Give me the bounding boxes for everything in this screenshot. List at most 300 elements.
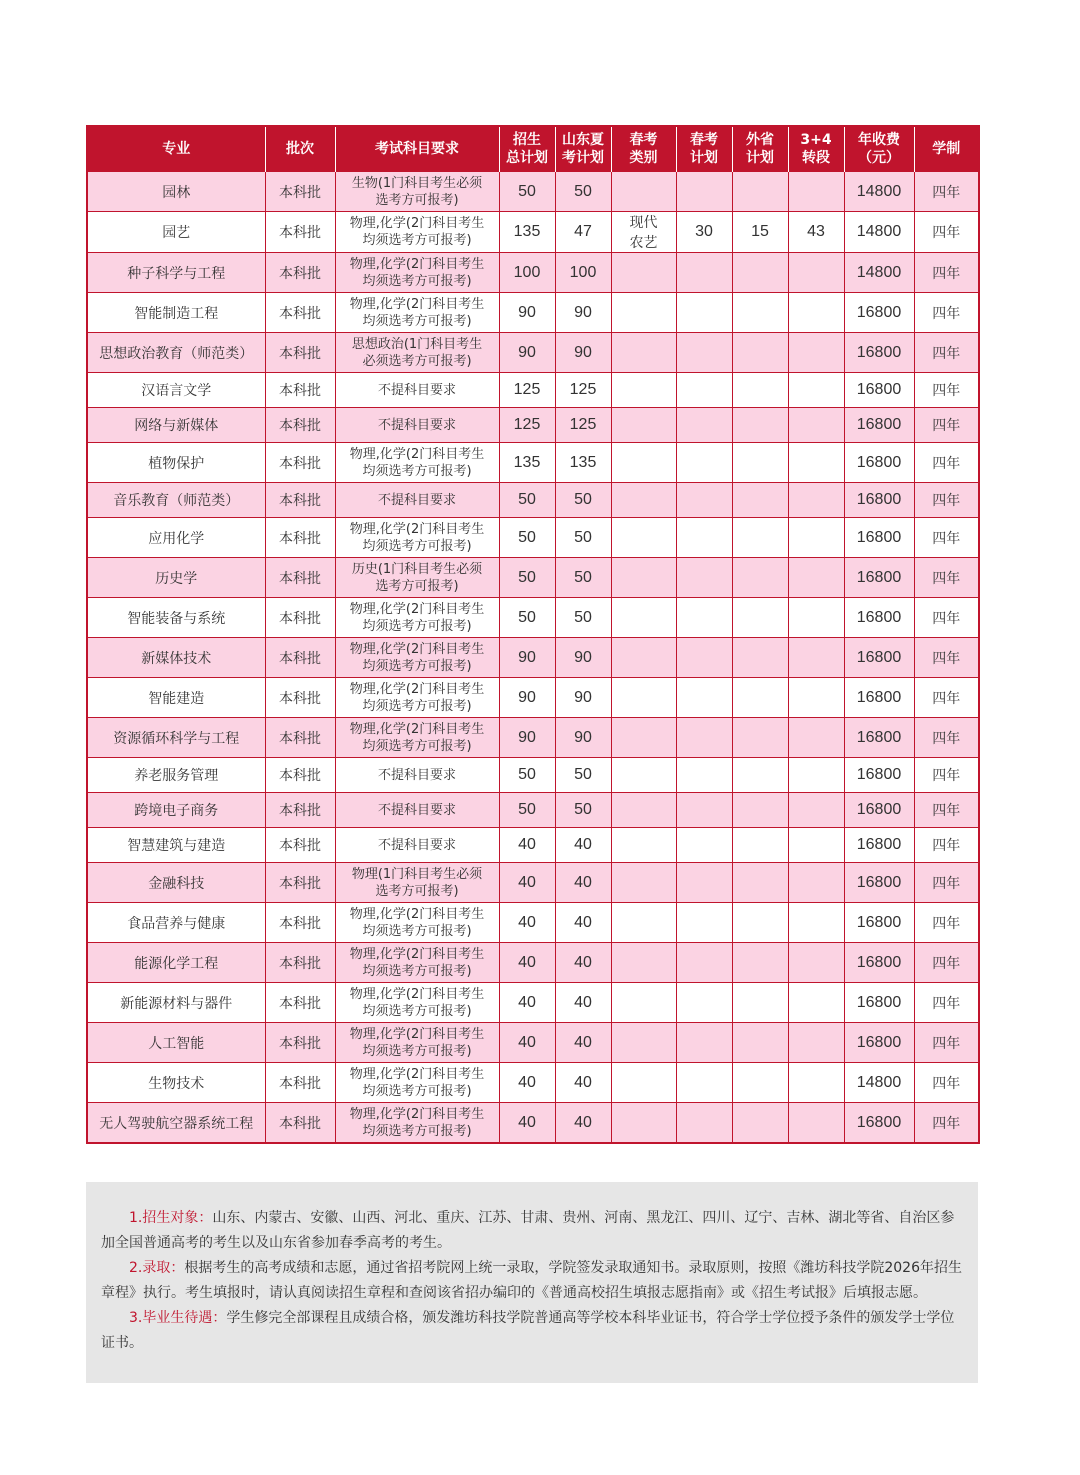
shandong-summer-plan-cell: 90 (555, 638, 611, 678)
major-cell: 历史学 (87, 558, 265, 598)
shandong-summer-plan-cell: 50 (555, 483, 611, 518)
spring-category-cell (611, 903, 676, 943)
three-plus-four-cell (788, 408, 844, 443)
three-plus-four-cell (788, 1023, 844, 1063)
shandong-summer-plan-cell: 40 (555, 1063, 611, 1103)
table-row (87, 253, 979, 293)
header-label: 计划 (690, 150, 718, 166)
spring-category-cell-line: 现代 (629, 215, 658, 231)
spring-category-cell (611, 1063, 676, 1103)
duration-cell: 四年 (914, 373, 979, 408)
batch-cell: 本科批 (265, 558, 335, 598)
annual-fee-cell: 16800 (844, 828, 914, 863)
annual-fee-cell: 16800 (844, 1023, 914, 1063)
shandong-summer-plan-cell: 135 (555, 443, 611, 483)
table-row (87, 678, 979, 718)
annual-fee-cell: 14800 (844, 172, 914, 212)
other-province-plan-cell (732, 293, 788, 333)
requirement-cell-line: 不提科目要求 (377, 837, 456, 853)
total-plan-cell: 40 (499, 1103, 555, 1144)
requirement-cell-line: 物理,化学(2门科目考生 (349, 1106, 485, 1122)
annual-fee-cell: 16800 (844, 638, 914, 678)
three-plus-four-cell (788, 903, 844, 943)
duration-cell: 四年 (914, 1023, 979, 1063)
header-shandong-summer-plan (555, 126, 611, 172)
duration-cell: 四年 (914, 793, 979, 828)
total-plan-cell: 90 (499, 333, 555, 373)
requirement-cell-line: 均须选考方可报考) (362, 233, 472, 248)
requirement-cell-line: 均须选考方可报考) (362, 658, 472, 674)
major-cell: 无人驾驶航空器系统工程 (87, 1103, 265, 1144)
requirement-cell-line: 物理,化学(2门科目考生 (349, 296, 485, 312)
batch-cell: 本科批 (265, 212, 335, 253)
batch-cell: 本科批 (265, 983, 335, 1023)
requirement-cell (335, 718, 499, 758)
requirement-cell (335, 863, 499, 903)
header-label: 年收费 (858, 132, 900, 148)
requirement-cell-line: 物理,化学(2门科目考生 (349, 521, 485, 537)
requirement-cell (335, 1103, 499, 1144)
header-duration (914, 126, 979, 172)
total-plan-cell: 100 (499, 253, 555, 293)
three-plus-four-cell (788, 758, 844, 793)
requirement-cell-line: 均须选考方可报考) (362, 538, 472, 554)
table-row (87, 212, 979, 253)
header-label: 考计划 (562, 150, 604, 166)
other-province-plan-cell (732, 558, 788, 598)
requirement-cell (335, 443, 499, 483)
table-row (87, 598, 979, 638)
requirement-cell-line: 物理,化学(2门科目考生 (349, 256, 485, 272)
header-label: 总计划 (506, 150, 548, 166)
duration-cell: 四年 (914, 943, 979, 983)
three-plus-four-cell (788, 943, 844, 983)
annual-fee-cell: 16800 (844, 678, 914, 718)
requirement-cell (335, 903, 499, 943)
total-plan-cell: 125 (499, 373, 555, 408)
table-row (87, 443, 979, 483)
other-province-plan-cell (732, 1103, 788, 1144)
spring-plan-cell (676, 903, 732, 943)
other-province-plan-cell (732, 518, 788, 558)
shandong-summer-plan-cell: 40 (555, 1023, 611, 1063)
table-row (87, 1023, 979, 1063)
annual-fee-cell: 16800 (844, 293, 914, 333)
other-province-plan-cell (732, 793, 788, 828)
annual-fee-cell: 14800 (844, 253, 914, 293)
header-label: 春考 (629, 132, 658, 148)
requirement-cell-line: 不提科目要求 (377, 492, 456, 508)
spring-plan-cell (676, 518, 732, 558)
header-label: 专业 (162, 141, 191, 157)
spring-plan-cell (676, 638, 732, 678)
requirement-cell-line: 不提科目要求 (377, 802, 456, 818)
three-plus-four-cell (788, 793, 844, 828)
spring-category-cell (611, 718, 676, 758)
spring-plan-cell (676, 1063, 732, 1103)
three-plus-four-cell (788, 443, 844, 483)
major-cell: 新媒体技术 (87, 638, 265, 678)
annual-fee-cell: 16800 (844, 373, 914, 408)
spring-plan-cell (676, 828, 732, 863)
requirement-cell-line: 物理,化学(2门科目考生 (349, 906, 485, 922)
requirement-cell-line: 物理,化学(2门科目考生 (349, 216, 485, 231)
requirement-cell-line: 均须选考方可报考) (362, 1003, 472, 1019)
spring-plan-cell: 30 (676, 212, 732, 253)
spring-category-cell (611, 172, 676, 212)
spring-category-cell (611, 408, 676, 443)
header-spring-category (611, 126, 676, 172)
shandong-summer-plan-cell: 40 (555, 983, 611, 1023)
spring-category-cell (611, 828, 676, 863)
other-province-plan-cell (732, 333, 788, 373)
shandong-summer-plan-cell: 50 (555, 758, 611, 793)
duration-cell: 四年 (914, 598, 979, 638)
total-plan-cell: 90 (499, 718, 555, 758)
total-plan-cell: 40 (499, 828, 555, 863)
major-cell: 智能建造 (87, 678, 265, 718)
spring-plan-cell (676, 558, 732, 598)
requirement-cell-line: 均须选考方可报考) (362, 1043, 472, 1059)
requirement-cell-line: 物理,化学(2门科目考生 (349, 641, 485, 657)
header-label: 学制 (932, 141, 961, 157)
header-spring-plan (676, 126, 732, 172)
shandong-summer-plan-cell: 47 (555, 212, 611, 253)
three-plus-four-cell (788, 333, 844, 373)
spring-category-cell (611, 758, 676, 793)
three-plus-four-cell (788, 558, 844, 598)
requirement-cell (335, 678, 499, 718)
duration-cell: 四年 (914, 903, 979, 943)
header-label: 计划 (746, 150, 774, 166)
requirement-cell-line: 均须选考方可报考) (362, 698, 472, 714)
total-plan-cell: 135 (499, 443, 555, 483)
table-row (87, 718, 979, 758)
spring-category-cell (611, 293, 676, 333)
requirement-cell-line: 生物(1门科目考生必须 (351, 175, 483, 191)
duration-cell: 四年 (914, 828, 979, 863)
major-cell: 思想政治教育（师范类） (87, 333, 265, 373)
three-plus-four-cell (788, 638, 844, 678)
total-plan-cell: 40 (499, 1063, 555, 1103)
duration-cell: 四年 (914, 1063, 979, 1103)
requirement-cell (335, 293, 499, 333)
shandong-summer-plan-cell: 40 (555, 943, 611, 983)
note-text: 根据考生的高考成绩和志愿，通过省招考院网上统一录取，学院签发录取通知书。录取原则，按照《潍坊科技学院2026年招生章程》执行。考生填报时，请认真阅读招生章程和查阅该省招办编印的《普通高校招生填报志愿指南》或《招生考试报》后填报志愿。 (101, 1260, 962, 1301)
duration-cell: 四年 (914, 678, 979, 718)
table-header (87, 126, 979, 172)
note-title: 1.招生对象： (129, 1210, 213, 1226)
requirement-cell (335, 793, 499, 828)
table-row (87, 293, 979, 333)
spring-category-cell (611, 598, 676, 638)
batch-cell: 本科批 (265, 443, 335, 483)
other-province-plan-cell (732, 678, 788, 718)
requirement-cell-line: 均须选考方可报考) (362, 618, 472, 634)
requirement-cell (335, 558, 499, 598)
major-cell: 园艺 (87, 212, 265, 253)
major-cell: 植物保护 (87, 443, 265, 483)
spring-category-cell (611, 678, 676, 718)
three-plus-four-cell (788, 483, 844, 518)
total-plan-cell: 125 (499, 408, 555, 443)
note-text: 山东、内蒙古、安徽、山西、河北、重庆、江苏、甘肃、贵州、河南、黑龙江、四川、辽宁、吉林、湖北等省、自治区参加全国普通高考的考生以及山东省参加春季高考的考生。 (101, 1210, 955, 1251)
duration-cell: 四年 (914, 983, 979, 1023)
total-plan-cell: 90 (499, 638, 555, 678)
header-label: 转段 (802, 150, 830, 166)
annual-fee-cell: 16800 (844, 903, 914, 943)
duration-cell: 四年 (914, 518, 979, 558)
table-row (87, 483, 979, 518)
annual-fee-cell: 16800 (844, 943, 914, 983)
other-province-plan-cell (732, 408, 788, 443)
three-plus-four-cell (788, 598, 844, 638)
batch-cell: 本科批 (265, 1063, 335, 1103)
spring-category-cell (611, 373, 676, 408)
duration-cell: 四年 (914, 443, 979, 483)
spring-category-cell (611, 558, 676, 598)
annual-fee-cell: 16800 (844, 983, 914, 1023)
header-label: 山东夏 (562, 132, 604, 148)
spring-plan-cell (676, 793, 732, 828)
shandong-summer-plan-cell: 90 (555, 293, 611, 333)
table-row (87, 1063, 979, 1103)
table-row (87, 983, 979, 1023)
requirement-cell-line: 历史(1门科目考生必须 (351, 561, 483, 577)
shandong-summer-plan-cell: 50 (555, 598, 611, 638)
duration-cell: 四年 (914, 758, 979, 793)
batch-cell: 本科批 (265, 793, 335, 828)
three-plus-four-cell (788, 1103, 844, 1144)
batch-cell: 本科批 (265, 863, 335, 903)
shandong-summer-plan-cell: 90 (555, 678, 611, 718)
requirement-cell (335, 1023, 499, 1063)
admission-plan-table (86, 125, 980, 1144)
batch-cell: 本科批 (265, 293, 335, 333)
total-plan-cell: 50 (499, 758, 555, 793)
note-title: 2.录取： (129, 1260, 185, 1276)
duration-cell: 四年 (914, 333, 979, 373)
annual-fee-cell: 16800 (844, 598, 914, 638)
other-province-plan-cell (732, 863, 788, 903)
spring-category-cell (611, 863, 676, 903)
three-plus-four-cell (788, 863, 844, 903)
other-province-plan-cell (732, 253, 788, 293)
shandong-summer-plan-cell: 125 (555, 408, 611, 443)
spring-category-cell (611, 333, 676, 373)
requirement-cell (335, 598, 499, 638)
note-item (101, 1206, 963, 1256)
annual-fee-cell: 16800 (844, 443, 914, 483)
note-item (101, 1306, 963, 1356)
requirement-cell-line: 物理,化学(2门科目考生 (349, 1066, 485, 1082)
table-row (87, 333, 979, 373)
spring-category-cell (611, 983, 676, 1023)
header-annual-fee (844, 126, 914, 172)
total-plan-cell: 50 (499, 172, 555, 212)
three-plus-four-cell (788, 373, 844, 408)
major-cell: 新能源材料与器件 (87, 983, 265, 1023)
header-batch (265, 126, 335, 172)
shandong-summer-plan-cell: 90 (555, 718, 611, 758)
total-plan-cell: 40 (499, 903, 555, 943)
spring-plan-cell (676, 943, 732, 983)
notes-section (86, 1182, 978, 1383)
batch-cell: 本科批 (265, 253, 335, 293)
note-title: 3.毕业生待遇： (129, 1310, 227, 1326)
total-plan-cell: 40 (499, 1023, 555, 1063)
header-subject-requirements (335, 126, 499, 172)
annual-fee-cell: 16800 (844, 718, 914, 758)
requirement-cell-line: 选考方可报考) (375, 192, 459, 208)
requirement-cell-line: 物理(1门科目考生必须 (351, 866, 483, 882)
batch-cell: 本科批 (265, 678, 335, 718)
shandong-summer-plan-cell: 40 (555, 828, 611, 863)
requirement-cell-line: 不提科目要求 (377, 382, 456, 398)
table-row (87, 903, 979, 943)
spring-plan-cell (676, 1103, 732, 1144)
table-row (87, 943, 979, 983)
batch-cell: 本科批 (265, 1023, 335, 1063)
requirement-cell-line: 不提科目要求 (377, 417, 456, 433)
header-row (87, 126, 979, 172)
batch-cell: 本科批 (265, 172, 335, 212)
batch-cell: 本科批 (265, 718, 335, 758)
major-cell: 金融科技 (87, 863, 265, 903)
major-cell: 智慧建筑与建造 (87, 828, 265, 863)
table-row (87, 373, 979, 408)
other-province-plan-cell (732, 758, 788, 793)
spring-plan-cell (676, 983, 732, 1023)
requirement-cell-line: 均须选考方可报考) (362, 273, 472, 289)
spring-category-cell (611, 443, 676, 483)
annual-fee-cell: 16800 (844, 518, 914, 558)
requirement-cell-line: 均须选考方可报考) (362, 923, 472, 939)
duration-cell: 四年 (914, 172, 979, 212)
major-cell: 应用化学 (87, 518, 265, 558)
spring-category-cell (611, 638, 676, 678)
total-plan-cell: 40 (499, 983, 555, 1023)
other-province-plan-cell (732, 718, 788, 758)
requirement-cell-line: 均须选考方可报考) (362, 1083, 472, 1099)
requirement-cell (335, 1063, 499, 1103)
annual-fee-cell: 16800 (844, 1103, 914, 1144)
other-province-plan-cell (732, 373, 788, 408)
batch-cell: 本科批 (265, 1103, 335, 1144)
other-province-plan-cell (732, 903, 788, 943)
other-province-plan-cell (732, 638, 788, 678)
batch-cell: 本科批 (265, 943, 335, 983)
total-plan-cell: 40 (499, 863, 555, 903)
table-row (87, 828, 979, 863)
requirement-cell-line: 物理,化学(2门科目考生 (349, 446, 485, 462)
header-label: 招生 (513, 132, 541, 148)
other-province-plan-cell (732, 983, 788, 1023)
other-province-plan-cell (732, 828, 788, 863)
total-plan-cell: 50 (499, 598, 555, 638)
duration-cell: 四年 (914, 408, 979, 443)
total-plan-cell: 40 (499, 943, 555, 983)
header-other-province-plan (732, 126, 788, 172)
header-label: 外省 (746, 132, 774, 148)
three-plus-four-cell (788, 1063, 844, 1103)
shandong-summer-plan-cell: 125 (555, 373, 611, 408)
shandong-summer-plan-cell: 50 (555, 793, 611, 828)
major-cell: 音乐教育（师范类） (87, 483, 265, 518)
spring-plan-cell (676, 863, 732, 903)
requirement-cell-line: 选考方可报考) (375, 883, 459, 899)
spring-plan-cell (676, 408, 732, 443)
batch-cell: 本科批 (265, 828, 335, 863)
batch-cell: 本科批 (265, 483, 335, 518)
major-cell: 网络与新媒体 (87, 408, 265, 443)
requirement-cell-line: 物理,化学(2门科目考生 (349, 1026, 485, 1042)
duration-cell: 四年 (914, 1103, 979, 1144)
table-row (87, 558, 979, 598)
other-province-plan-cell (732, 1063, 788, 1103)
spring-plan-cell (676, 293, 732, 333)
annual-fee-cell: 16800 (844, 483, 914, 518)
requirement-cell (335, 758, 499, 793)
major-cell: 跨境电子商务 (87, 793, 265, 828)
header-three-plus-four (788, 126, 844, 172)
three-plus-four-cell (788, 172, 844, 212)
header-label: 春考 (690, 132, 718, 148)
spring-category-cell-line: 农艺 (629, 235, 658, 251)
major-cell: 智能装备与系统 (87, 598, 265, 638)
batch-cell: 本科批 (265, 408, 335, 443)
duration-cell: 四年 (914, 558, 979, 598)
major-cell: 智能制造工程 (87, 293, 265, 333)
spring-plan-cell (676, 678, 732, 718)
shandong-summer-plan-cell: 90 (555, 333, 611, 373)
requirement-cell-line: 均须选考方可报考) (362, 313, 472, 329)
requirement-cell-line: 均须选考方可报考) (362, 963, 472, 979)
shandong-summer-plan-cell: 50 (555, 172, 611, 212)
total-plan-cell: 50 (499, 483, 555, 518)
header-label: 考试科目要求 (375, 141, 459, 157)
spring-plan-cell (676, 172, 732, 212)
three-plus-four-cell (788, 718, 844, 758)
spring-category-cell (611, 1023, 676, 1063)
other-province-plan-cell (732, 598, 788, 638)
batch-cell: 本科批 (265, 598, 335, 638)
annual-fee-cell: 14800 (844, 1063, 914, 1103)
three-plus-four-cell (788, 293, 844, 333)
duration-cell: 四年 (914, 483, 979, 518)
other-province-plan-cell (732, 172, 788, 212)
annual-fee-cell: 16800 (844, 863, 914, 903)
requirement-cell (335, 172, 499, 212)
three-plus-four-cell: 43 (788, 212, 844, 253)
requirement-cell-line: 均须选考方可报考) (362, 738, 472, 754)
batch-cell: 本科批 (265, 333, 335, 373)
annual-fee-cell: 16800 (844, 558, 914, 598)
batch-cell: 本科批 (265, 373, 335, 408)
requirement-cell (335, 828, 499, 863)
shandong-summer-plan-cell: 50 (555, 518, 611, 558)
duration-cell: 四年 (914, 253, 979, 293)
shandong-summer-plan-cell: 100 (555, 253, 611, 293)
requirement-cell (335, 212, 499, 253)
requirement-cell (335, 253, 499, 293)
other-province-plan-cell: 15 (732, 212, 788, 253)
duration-cell: 四年 (914, 212, 979, 253)
requirement-cell-line: 物理,化学(2门科目考生 (349, 986, 485, 1002)
table-row (87, 518, 979, 558)
batch-cell: 本科批 (265, 518, 335, 558)
spring-plan-cell (676, 483, 732, 518)
